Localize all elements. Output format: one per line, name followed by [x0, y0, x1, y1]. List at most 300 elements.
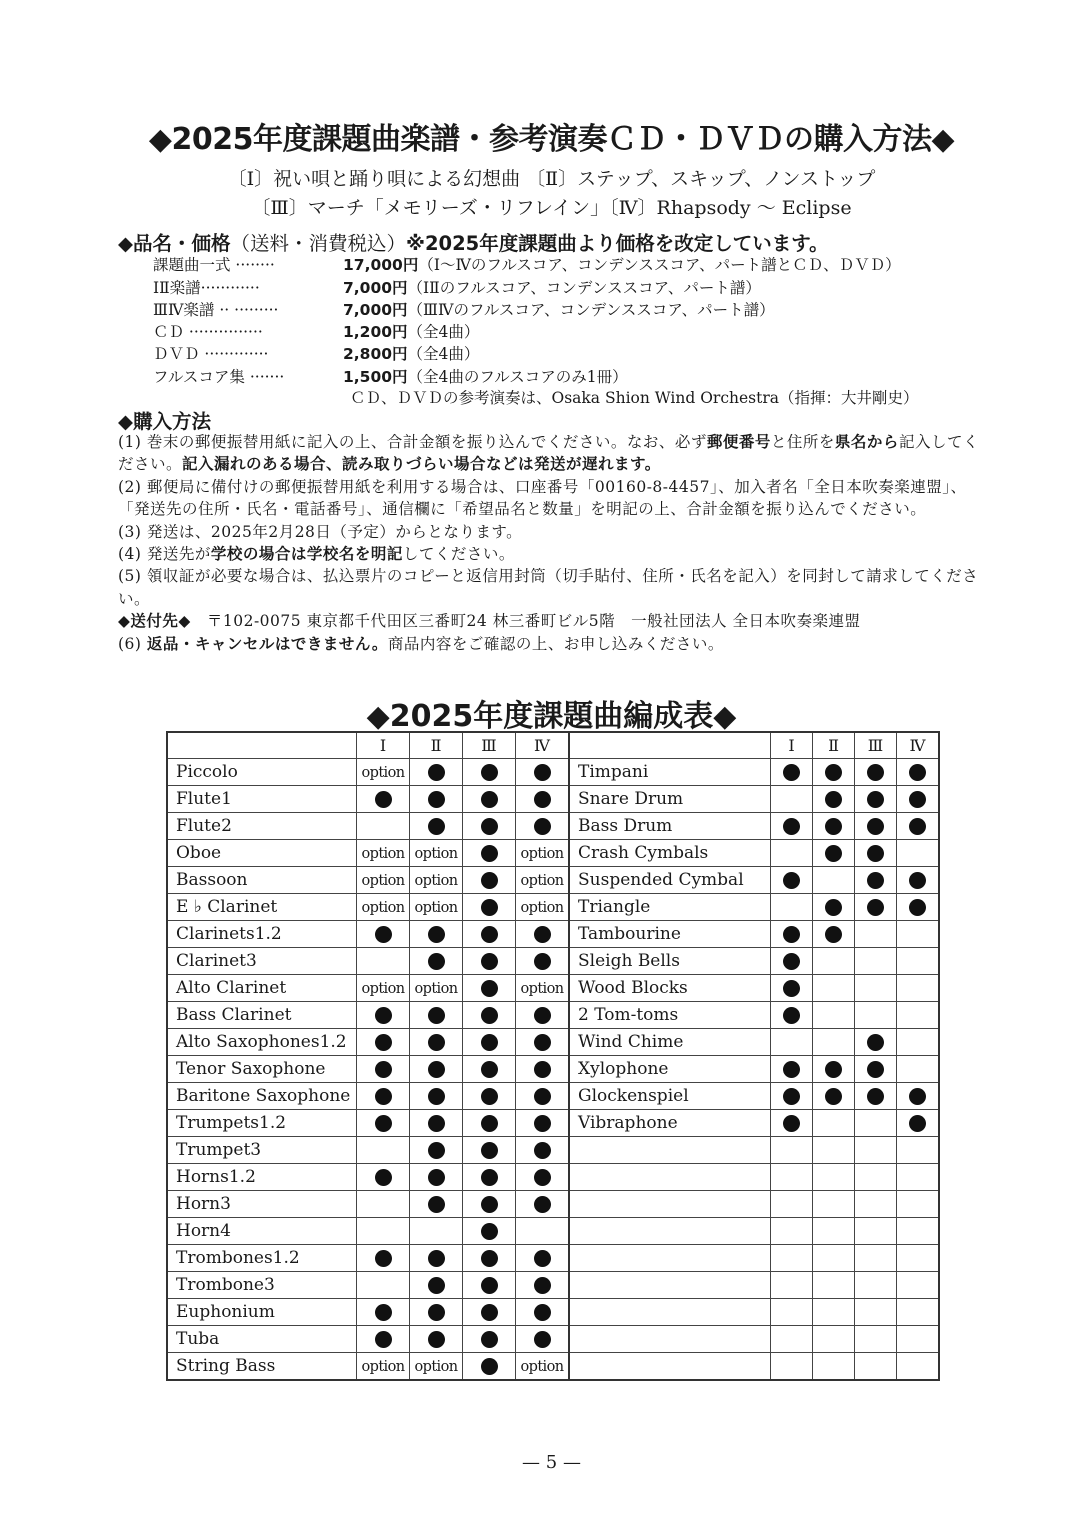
instrument-name: Euphonium — [167, 1299, 357, 1326]
mark-cell — [516, 1353, 570, 1381]
mark-cell — [357, 1002, 410, 1029]
percussion-name: Sleigh Bells — [569, 948, 771, 975]
mark-cell — [410, 1002, 463, 1029]
table-row — [167, 975, 939, 1002]
mark-cell — [357, 1137, 410, 1164]
mark-cell — [463, 921, 516, 948]
mark-cell — [855, 759, 897, 786]
header-piece-2: Ⅱ — [410, 732, 463, 759]
table-row — [167, 1164, 939, 1191]
used-dot-icon — [428, 1331, 445, 1348]
price-heading-tax: （送料・消費税込） — [230, 232, 407, 255]
price-item-name: ⅢⅣ楽譜 ·· ········· — [153, 301, 279, 319]
used-dot-icon — [481, 1169, 498, 1186]
mark-cell — [410, 1083, 463, 1110]
mark-cell — [463, 1191, 516, 1218]
mark-cell — [410, 921, 463, 948]
price-item-note: （ⅢⅣのフルスコア、コンデンススコア、パート譜） — [407, 301, 775, 319]
mark-cell — [771, 1353, 813, 1381]
mark-cell — [516, 1029, 570, 1056]
used-dot-icon — [481, 1196, 498, 1213]
method-item-3: (3) 発送は、2025年2月28日（予定）からとなります。 — [118, 522, 523, 541]
purchase-title: ◆2025年度課題曲楽譜・参考演奏ＣＤ・ＤＶＤの購入方法◆ — [148, 122, 955, 157]
mark-cell — [410, 1056, 463, 1083]
used-dot-icon — [825, 791, 842, 808]
mark-cell — [813, 1110, 855, 1137]
mark-cell — [357, 894, 410, 921]
mark-cell — [771, 1083, 813, 1110]
used-dot-icon — [428, 818, 445, 835]
used-dot-icon — [909, 818, 926, 835]
header-perc-piece-1: Ⅰ — [771, 732, 813, 759]
percussion-name: Wind Chime — [569, 1029, 771, 1056]
used-dot-icon — [867, 845, 884, 862]
used-dot-icon — [428, 791, 445, 808]
price-item-note: （全4曲のフルスコアのみ1冊） — [407, 368, 628, 386]
mark-cell — [813, 1137, 855, 1164]
price-item-price: 2,800円 — [343, 345, 408, 363]
header-piece-3: Ⅲ — [463, 732, 516, 759]
used-dot-icon — [481, 1034, 498, 1051]
price-section-heading — [118, 228, 829, 256]
mark-cell — [410, 1029, 463, 1056]
mark-cell — [410, 1299, 463, 1326]
mark-cell — [516, 1083, 570, 1110]
instrument-name: Piccolo — [167, 759, 357, 786]
mark-cell — [813, 948, 855, 975]
mark-cell — [897, 1299, 940, 1326]
mark-cell — [897, 1002, 940, 1029]
mark-cell — [813, 1272, 855, 1299]
table-row — [167, 1191, 939, 1218]
used-dot-icon — [783, 953, 800, 970]
mark-cell — [855, 786, 897, 813]
mark-cell — [855, 1002, 897, 1029]
used-dot-icon — [534, 791, 551, 808]
mark-cell — [357, 1326, 410, 1353]
used-dot-icon — [867, 1088, 884, 1105]
table-row — [167, 1245, 939, 1272]
used-dot-icon — [867, 791, 884, 808]
used-dot-icon — [909, 1115, 926, 1132]
used-dot-icon — [909, 764, 926, 781]
used-dot-icon — [481, 791, 498, 808]
used-dot-icon — [534, 1142, 551, 1159]
table-row — [167, 1272, 939, 1299]
price-item-name: 課題曲一式 ········ — [153, 256, 275, 274]
mark-cell — [463, 1299, 516, 1326]
mark-cell — [897, 759, 940, 786]
mark-cell — [771, 1110, 813, 1137]
mark-cell — [463, 975, 516, 1002]
mark-cell — [357, 786, 410, 813]
percussion-name: Snare Drum — [569, 786, 771, 813]
mark-cell — [410, 786, 463, 813]
table-row — [167, 894, 939, 921]
instrument-name: Trumpets1.2 — [167, 1110, 357, 1137]
mark-cell — [463, 1137, 516, 1164]
table-row — [167, 840, 939, 867]
option-label: option — [520, 981, 564, 997]
instrument-name: Alto Saxophones1.2 — [167, 1029, 357, 1056]
mark-cell — [855, 1245, 897, 1272]
mark-cell — [357, 840, 410, 867]
mark-cell — [771, 1164, 813, 1191]
used-dot-icon — [534, 926, 551, 943]
used-dot-icon — [825, 1061, 842, 1078]
mark-cell — [897, 786, 940, 813]
mark-cell — [855, 813, 897, 840]
mark-cell — [357, 1218, 410, 1245]
price-item-note: （全4曲） — [407, 323, 480, 341]
used-dot-icon — [428, 1169, 445, 1186]
mark-cell — [357, 1110, 410, 1137]
percussion-name — [569, 1353, 771, 1381]
price-heading-note: ※2025年度課題曲より価格を改定しています。 — [406, 232, 829, 255]
mark-cell — [897, 1110, 940, 1137]
option-label: option — [414, 981, 458, 997]
mark-cell — [357, 921, 410, 948]
price-item-price: 1,500円 — [343, 368, 408, 386]
price-item-name: ＣＤ ··············· — [153, 323, 263, 341]
mark-cell — [813, 1164, 855, 1191]
mark-cell — [357, 975, 410, 1002]
table-row — [167, 921, 939, 948]
mark-cell — [463, 1218, 516, 1245]
percussion-name: Bass Drum — [569, 813, 771, 840]
mark-cell — [771, 921, 813, 948]
used-dot-icon — [867, 1061, 884, 1078]
instrument-name: Bassoon — [167, 867, 357, 894]
mark-cell — [410, 1245, 463, 1272]
used-dot-icon — [481, 1331, 498, 1348]
instrumentation-table — [166, 731, 940, 1381]
used-dot-icon — [783, 1088, 800, 1105]
mark-cell — [855, 921, 897, 948]
used-dot-icon — [481, 899, 498, 916]
table-row — [167, 1083, 939, 1110]
option-label: option — [520, 900, 564, 916]
percussion-name: Glockenspiel — [569, 1083, 771, 1110]
option-label: option — [520, 1359, 564, 1375]
percussion-name: Triangle — [569, 894, 771, 921]
mark-cell — [897, 1218, 940, 1245]
mark-cell — [357, 1353, 410, 1381]
mark-cell — [813, 1245, 855, 1272]
mark-cell — [410, 975, 463, 1002]
mark-cell — [897, 1353, 940, 1381]
used-dot-icon — [825, 899, 842, 916]
option-label: option — [361, 846, 405, 862]
mark-cell — [771, 1326, 813, 1353]
mark-cell — [516, 921, 570, 948]
used-dot-icon — [825, 1088, 842, 1105]
price-item-name: フルスコア集 ······· — [153, 368, 285, 386]
mark-cell — [897, 1029, 940, 1056]
mark-cell — [855, 1056, 897, 1083]
mark-cell — [813, 786, 855, 813]
used-dot-icon — [375, 1304, 392, 1321]
used-dot-icon — [481, 845, 498, 862]
percussion-name: Vibraphone — [569, 1110, 771, 1137]
mark-cell — [813, 1299, 855, 1326]
table-row — [167, 867, 939, 894]
mark-cell — [463, 840, 516, 867]
used-dot-icon — [428, 926, 445, 943]
table-row — [167, 1029, 939, 1056]
mark-cell — [771, 975, 813, 1002]
mark-cell — [897, 948, 940, 975]
mark-cell — [813, 1218, 855, 1245]
instrument-name: Tenor Saxophone — [167, 1056, 357, 1083]
mark-cell — [463, 1353, 516, 1381]
instrument-name: Horns1.2 — [167, 1164, 357, 1191]
mark-cell — [410, 1218, 463, 1245]
mark-cell — [516, 1245, 570, 1272]
mark-cell — [813, 813, 855, 840]
used-dot-icon — [534, 953, 551, 970]
mark-cell — [813, 759, 855, 786]
used-dot-icon — [534, 1250, 551, 1267]
mark-cell — [357, 759, 410, 786]
mark-cell — [897, 1245, 940, 1272]
option-label: option — [414, 900, 458, 916]
mark-cell — [516, 840, 570, 867]
mark-cell — [463, 786, 516, 813]
mark-cell — [855, 894, 897, 921]
mark-cell — [410, 1191, 463, 1218]
mark-cell — [357, 813, 410, 840]
header-blank — [167, 732, 357, 759]
used-dot-icon — [375, 1034, 392, 1051]
used-dot-icon — [867, 764, 884, 781]
header-perc-piece-4: Ⅳ — [897, 732, 940, 759]
mark-cell — [357, 1272, 410, 1299]
mark-cell — [771, 786, 813, 813]
mark-cell — [771, 1056, 813, 1083]
percussion-name: Xylophone — [569, 1056, 771, 1083]
song-list-line-2: 〔Ⅲ〕マーチ「メモリーズ・リフレイン」〔Ⅳ〕Rhapsody ～ Eclipse — [251, 197, 852, 219]
percussion-name: 2 Tom-toms — [569, 1002, 771, 1029]
option-label: option — [361, 1359, 405, 1375]
table-row — [167, 813, 939, 840]
instrumentation-title: ◆2025年度課題曲編成表◆ — [366, 699, 737, 734]
table-header-row — [167, 732, 939, 759]
percussion-name — [569, 1245, 771, 1272]
mark-cell — [463, 1272, 516, 1299]
mark-cell — [855, 1326, 897, 1353]
mark-cell — [463, 1245, 516, 1272]
used-dot-icon — [534, 1007, 551, 1024]
instrument-name: Trombones1.2 — [167, 1245, 357, 1272]
mark-cell — [897, 1137, 940, 1164]
instrument-name: Trumpet3 — [167, 1137, 357, 1164]
price-item — [153, 253, 901, 275]
mark-cell — [855, 1110, 897, 1137]
used-dot-icon — [534, 1061, 551, 1078]
price-item — [153, 342, 479, 364]
mark-cell — [516, 1164, 570, 1191]
option-label: option — [414, 1359, 458, 1375]
percussion-name — [569, 1272, 771, 1299]
price-item — [153, 298, 775, 320]
mark-cell — [855, 1272, 897, 1299]
used-dot-icon — [481, 1250, 498, 1267]
mark-cell — [771, 1272, 813, 1299]
option-label: option — [414, 873, 458, 889]
mark-cell — [897, 921, 940, 948]
used-dot-icon — [428, 1196, 445, 1213]
mark-cell — [897, 1164, 940, 1191]
used-dot-icon — [481, 1007, 498, 1024]
used-dot-icon — [909, 791, 926, 808]
used-dot-icon — [428, 953, 445, 970]
percussion-name: Timpani — [569, 759, 771, 786]
used-dot-icon — [909, 1088, 926, 1105]
mark-cell — [813, 1191, 855, 1218]
used-dot-icon — [428, 1007, 445, 1024]
instrument-name: Oboe — [167, 840, 357, 867]
mark-cell — [813, 1029, 855, 1056]
mark-cell — [357, 1029, 410, 1056]
used-dot-icon — [481, 1223, 498, 1240]
used-dot-icon — [783, 926, 800, 943]
option-label: option — [520, 873, 564, 889]
mark-cell — [516, 975, 570, 1002]
mark-cell — [516, 948, 570, 975]
mark-cell — [516, 1110, 570, 1137]
table-row — [167, 1137, 939, 1164]
used-dot-icon — [375, 1250, 392, 1267]
mark-cell — [771, 813, 813, 840]
used-dot-icon — [909, 899, 926, 916]
mark-cell — [813, 840, 855, 867]
used-dot-icon — [375, 1331, 392, 1348]
option-label: option — [361, 873, 405, 889]
used-dot-icon — [783, 1061, 800, 1078]
used-dot-icon — [481, 1115, 498, 1132]
mark-cell — [357, 1299, 410, 1326]
price-item — [153, 365, 628, 387]
used-dot-icon — [534, 1304, 551, 1321]
option-label: option — [361, 765, 405, 781]
used-dot-icon — [867, 1034, 884, 1051]
method-section-heading: ◆購入方法 — [118, 410, 211, 433]
mark-cell — [463, 813, 516, 840]
mark-cell — [410, 1164, 463, 1191]
mark-cell — [771, 1218, 813, 1245]
used-dot-icon — [481, 872, 498, 889]
mark-cell — [516, 813, 570, 840]
mark-cell — [410, 948, 463, 975]
percussion-name — [569, 1137, 771, 1164]
used-dot-icon — [481, 1277, 498, 1294]
used-dot-icon — [783, 872, 800, 889]
mark-cell — [463, 867, 516, 894]
used-dot-icon — [783, 1115, 800, 1132]
mark-cell — [410, 1110, 463, 1137]
price-item-price: 17,000円 — [343, 256, 419, 274]
used-dot-icon — [428, 1277, 445, 1294]
price-item-price: 1,200円 — [343, 323, 408, 341]
used-dot-icon — [481, 818, 498, 835]
percussion-name — [569, 1164, 771, 1191]
used-dot-icon — [375, 791, 392, 808]
mark-cell — [855, 1191, 897, 1218]
option-label: option — [520, 846, 564, 862]
used-dot-icon — [428, 1142, 445, 1159]
send-address: ◆送付先◆ 〒102-0075 東京都千代田区三番町24 林三番町ビル5階 一般社団法人 全日本吹奏楽連盟 — [118, 612, 861, 631]
used-dot-icon — [534, 818, 551, 835]
mark-cell — [855, 840, 897, 867]
price-heading-label: ◆品名・価格 — [118, 232, 231, 255]
mark-cell — [410, 1272, 463, 1299]
mark-cell — [897, 975, 940, 1002]
mark-cell — [516, 1002, 570, 1029]
table-row — [167, 1353, 939, 1381]
used-dot-icon — [428, 1304, 445, 1321]
mark-cell — [516, 1137, 570, 1164]
percussion-name: Crash Cymbals — [569, 840, 771, 867]
method-item-5: (5) 領収証が必要な場合は、払込票片のコピーと返信用封筒（切手貼付、住所・氏名を記入）を同封して請求してください。 — [118, 567, 979, 608]
table-row — [167, 1002, 939, 1029]
mark-cell — [463, 759, 516, 786]
used-dot-icon — [481, 1088, 498, 1105]
mark-cell — [855, 867, 897, 894]
mark-cell — [410, 894, 463, 921]
instrument-name: Trombone3 — [167, 1272, 357, 1299]
mark-cell — [813, 1056, 855, 1083]
table-row — [167, 1218, 939, 1245]
used-dot-icon — [534, 1169, 551, 1186]
mark-cell — [855, 1029, 897, 1056]
mark-cell — [516, 1326, 570, 1353]
mark-cell — [855, 1164, 897, 1191]
mark-cell — [463, 1002, 516, 1029]
mark-cell — [410, 867, 463, 894]
instrument-name: Horn4 — [167, 1218, 357, 1245]
table-row — [167, 1110, 939, 1137]
mark-cell — [855, 1083, 897, 1110]
used-dot-icon — [375, 1007, 392, 1024]
mark-cell — [855, 1137, 897, 1164]
mark-cell — [813, 1002, 855, 1029]
method-item-1: (1) 巻末の郵便振替用紙に記入の上、合計金額を振り込んでください。なお、必ず郵便番号と住所を県名から記入してください。記入漏れのある場合、読み取りづらい場合などは発送が遅れます。 — [118, 433, 979, 474]
used-dot-icon — [783, 764, 800, 781]
table-row — [167, 1299, 939, 1326]
price-item-note: （Ⅰ～Ⅳのフルスコア、コンデンススコア、パート譜とＣＤ、ＤＶＤ） — [418, 256, 901, 274]
mark-cell — [771, 894, 813, 921]
mark-cell — [410, 1137, 463, 1164]
mark-cell — [813, 1083, 855, 1110]
mark-cell — [463, 1056, 516, 1083]
page-number: — 5 — — [522, 1452, 581, 1473]
mark-cell — [855, 1218, 897, 1245]
used-dot-icon — [534, 1196, 551, 1213]
mark-cell — [516, 867, 570, 894]
used-dot-icon — [534, 1115, 551, 1132]
mark-cell — [897, 894, 940, 921]
instrument-name: Horn3 — [167, 1191, 357, 1218]
percussion-name — [569, 1299, 771, 1326]
mark-cell — [516, 1299, 570, 1326]
price-item — [153, 320, 479, 342]
mark-cell — [813, 921, 855, 948]
mark-cell — [771, 1299, 813, 1326]
mark-cell — [516, 759, 570, 786]
percussion-name — [569, 1218, 771, 1245]
used-dot-icon — [375, 1115, 392, 1132]
